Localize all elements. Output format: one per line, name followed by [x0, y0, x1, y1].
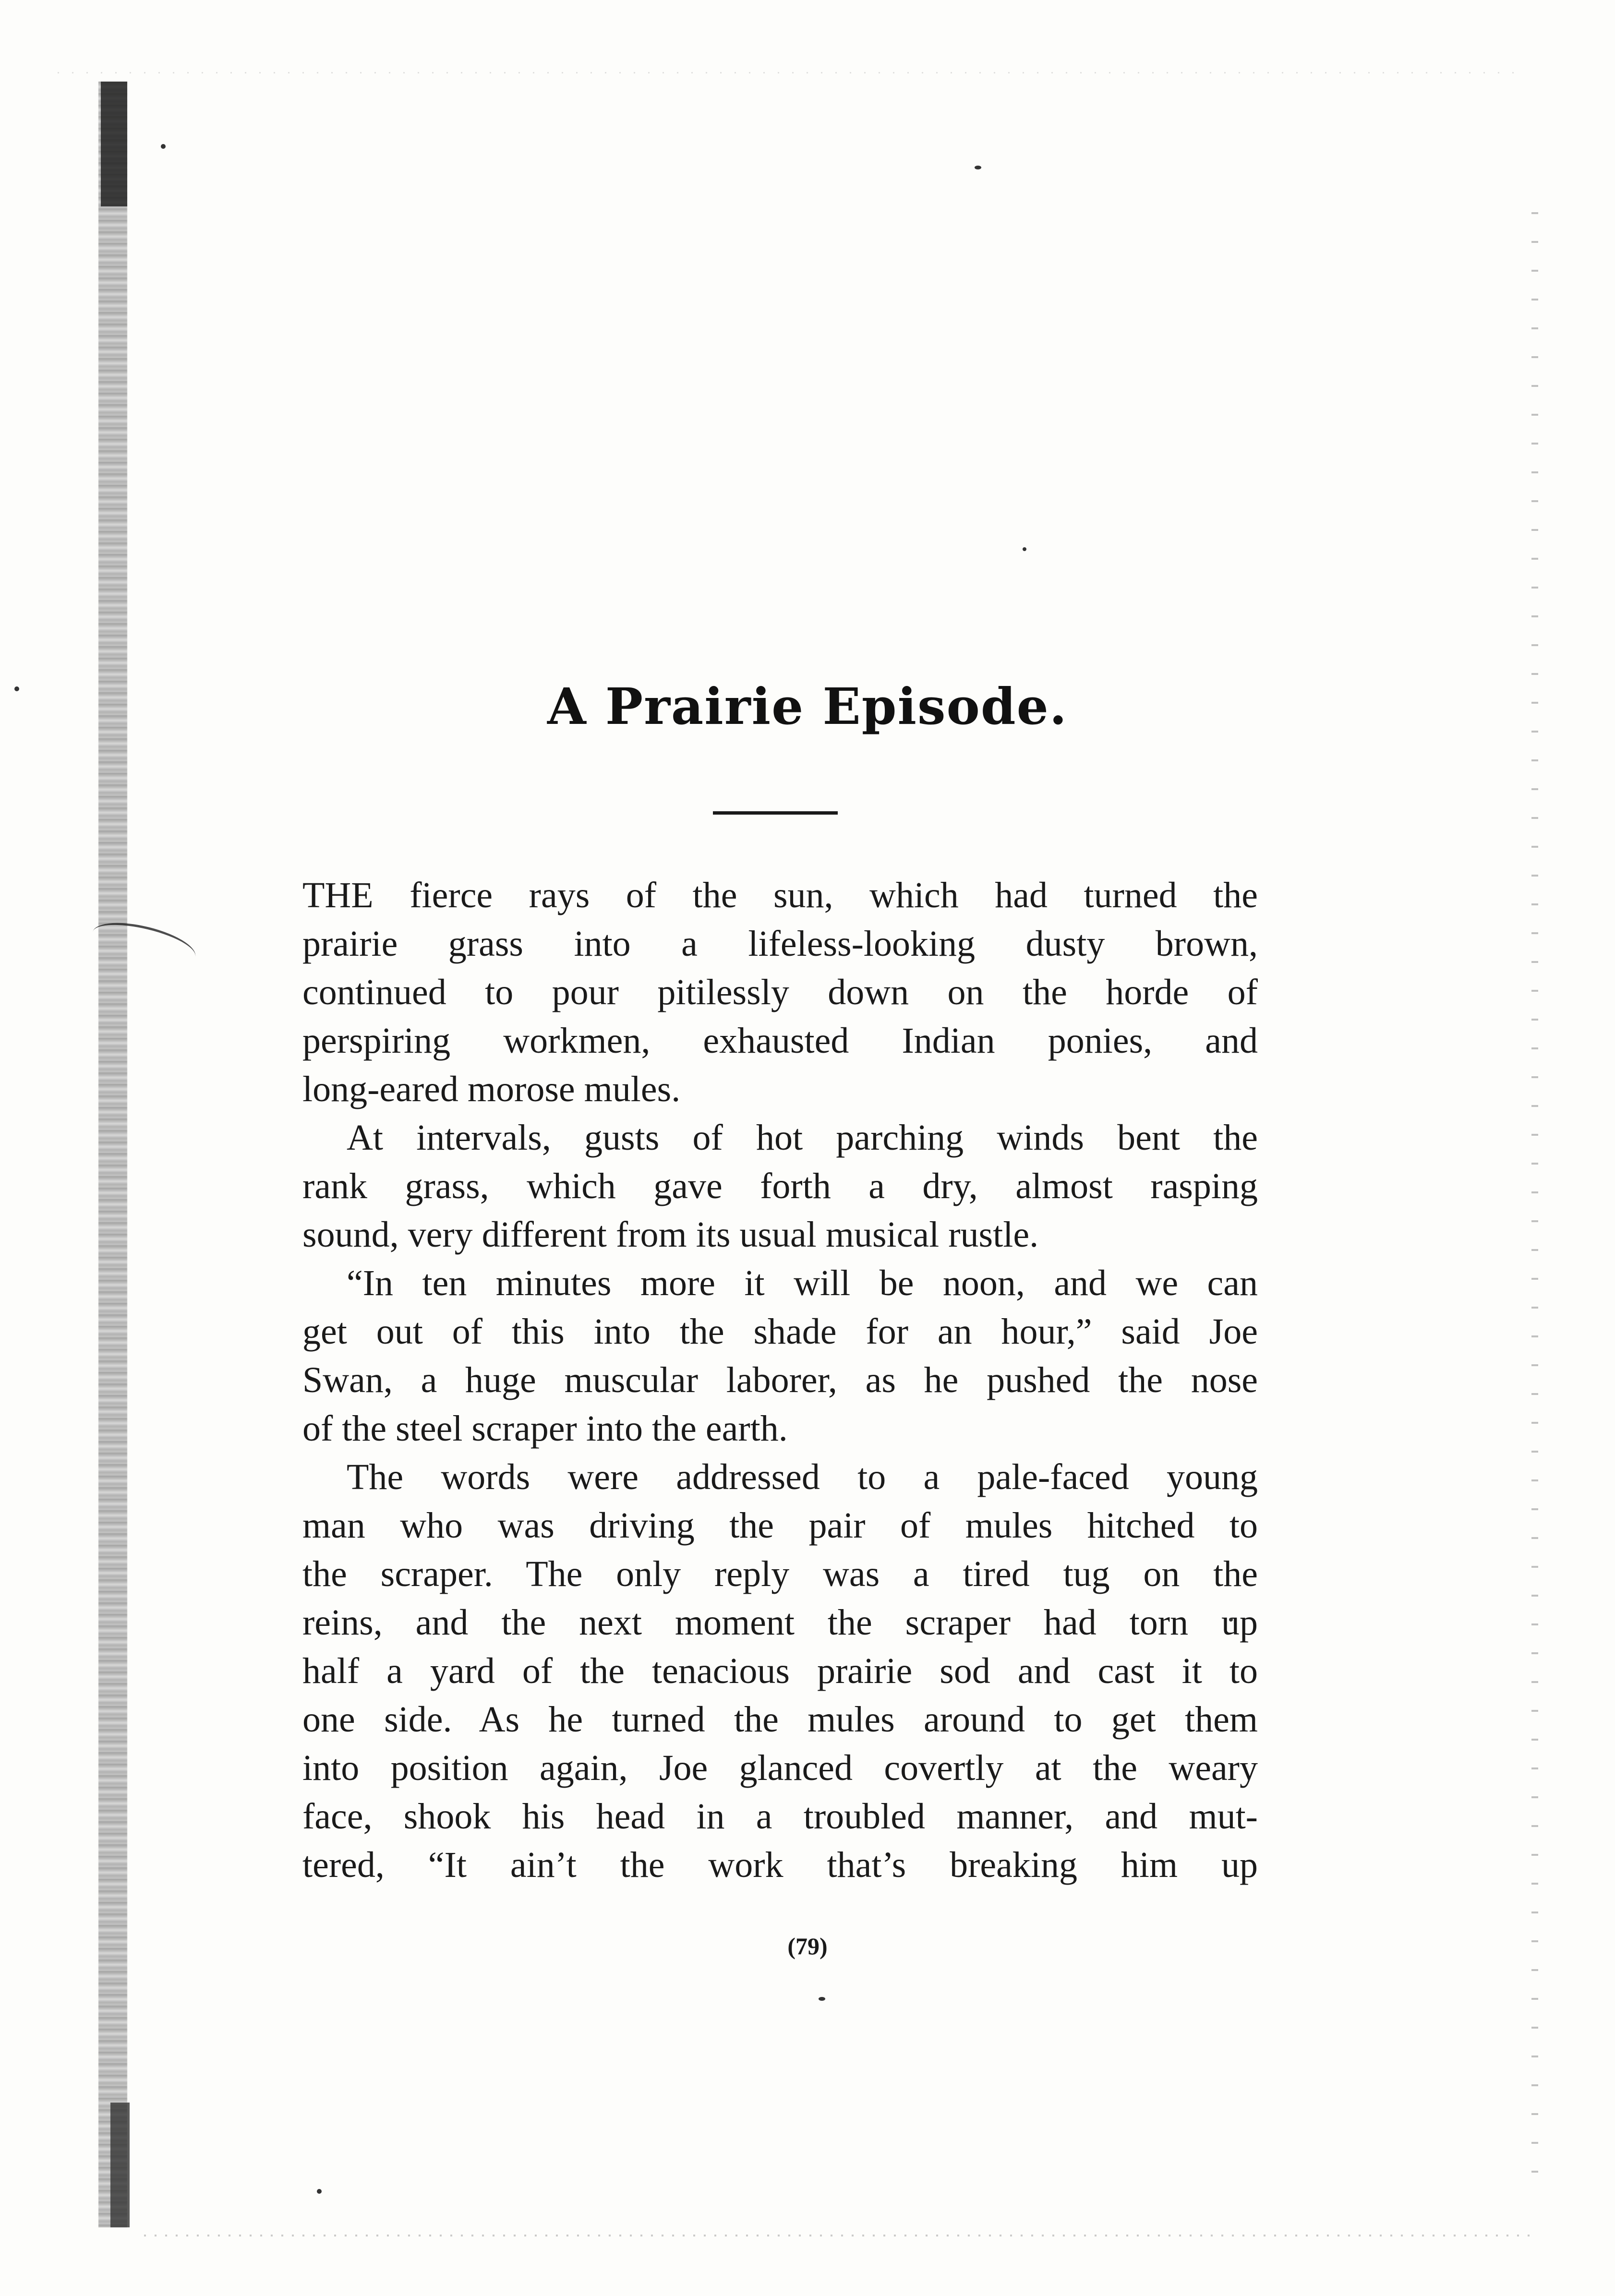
- text-line: get out of this into the shade for an hour,” said Joe: [302, 1311, 1258, 1352]
- text-line: long-eared morose mules.: [302, 1069, 681, 1109]
- text-line: continued to pour pitilessly down on the horde of: [302, 972, 1258, 1012]
- text-line: THE fierce rays of the sun, which had turned the: [302, 875, 1258, 915]
- binding-edge: [98, 82, 127, 2227]
- scan-noise-bottom: [144, 2235, 1536, 2236]
- text-line: Swan, a huge muscular laborer, as he pushed the nose: [302, 1360, 1258, 1400]
- speck: [819, 1997, 825, 2001]
- page-number: (79): [787, 1933, 828, 1959]
- text-line: man who was driving the pair of mules hitched to: [302, 1505, 1258, 1546]
- binding-shadow-bottom: [110, 2103, 130, 2227]
- text-line: “In ten minutes more it will be noon, and we can: [347, 1263, 1258, 1303]
- chapter-title: A Prairie Episode.: [547, 677, 1068, 736]
- text-line: The words were addressed to a pale-faced young: [347, 1457, 1258, 1497]
- text-line: prairie grass into a lifeless-looking dusty brown,: [302, 924, 1258, 964]
- title-rule: [713, 811, 838, 815]
- text-line: one side. As he turned the mules around to get them: [302, 1699, 1258, 1740]
- text-line: rank grass, which gave forth a dry, almost rasping: [302, 1166, 1258, 1206]
- scan-noise-top: [58, 72, 1522, 73]
- text-line: of the steel scraper into the earth.: [302, 1408, 788, 1449]
- speck: [317, 2189, 322, 2194]
- text-line: At intervals, gusts of hot parching winds bent the: [347, 1118, 1258, 1158]
- scan-noise-right: [1531, 202, 1538, 2194]
- text-line: reins, and the next moment the scraper had torn up: [302, 1602, 1258, 1643]
- text-line: sound, very different from its usual musical rustle.: [302, 1214, 1039, 1255]
- text-line: the scraper. The only reply was a tired tug on the: [302, 1554, 1258, 1594]
- speck: [975, 166, 981, 169]
- text-line: perspiring workmen, exhausted Indian ponies, and: [302, 1021, 1258, 1061]
- text-line: into position again, Joe glanced covertly at the weary: [302, 1748, 1258, 1788]
- text-line: face, shook his head in a troubled manner, and mut-: [302, 1796, 1258, 1837]
- text-line: half a yard of the tenacious prairie sod and cast it to: [302, 1651, 1258, 1691]
- speck: [161, 144, 166, 149]
- body-text: [302, 871, 1258, 1889]
- text-line: tered, “It ain’t the work that’s breaking him up: [302, 1845, 1258, 1885]
- speck: [1023, 547, 1026, 551]
- binding-shadow-top: [101, 82, 127, 206]
